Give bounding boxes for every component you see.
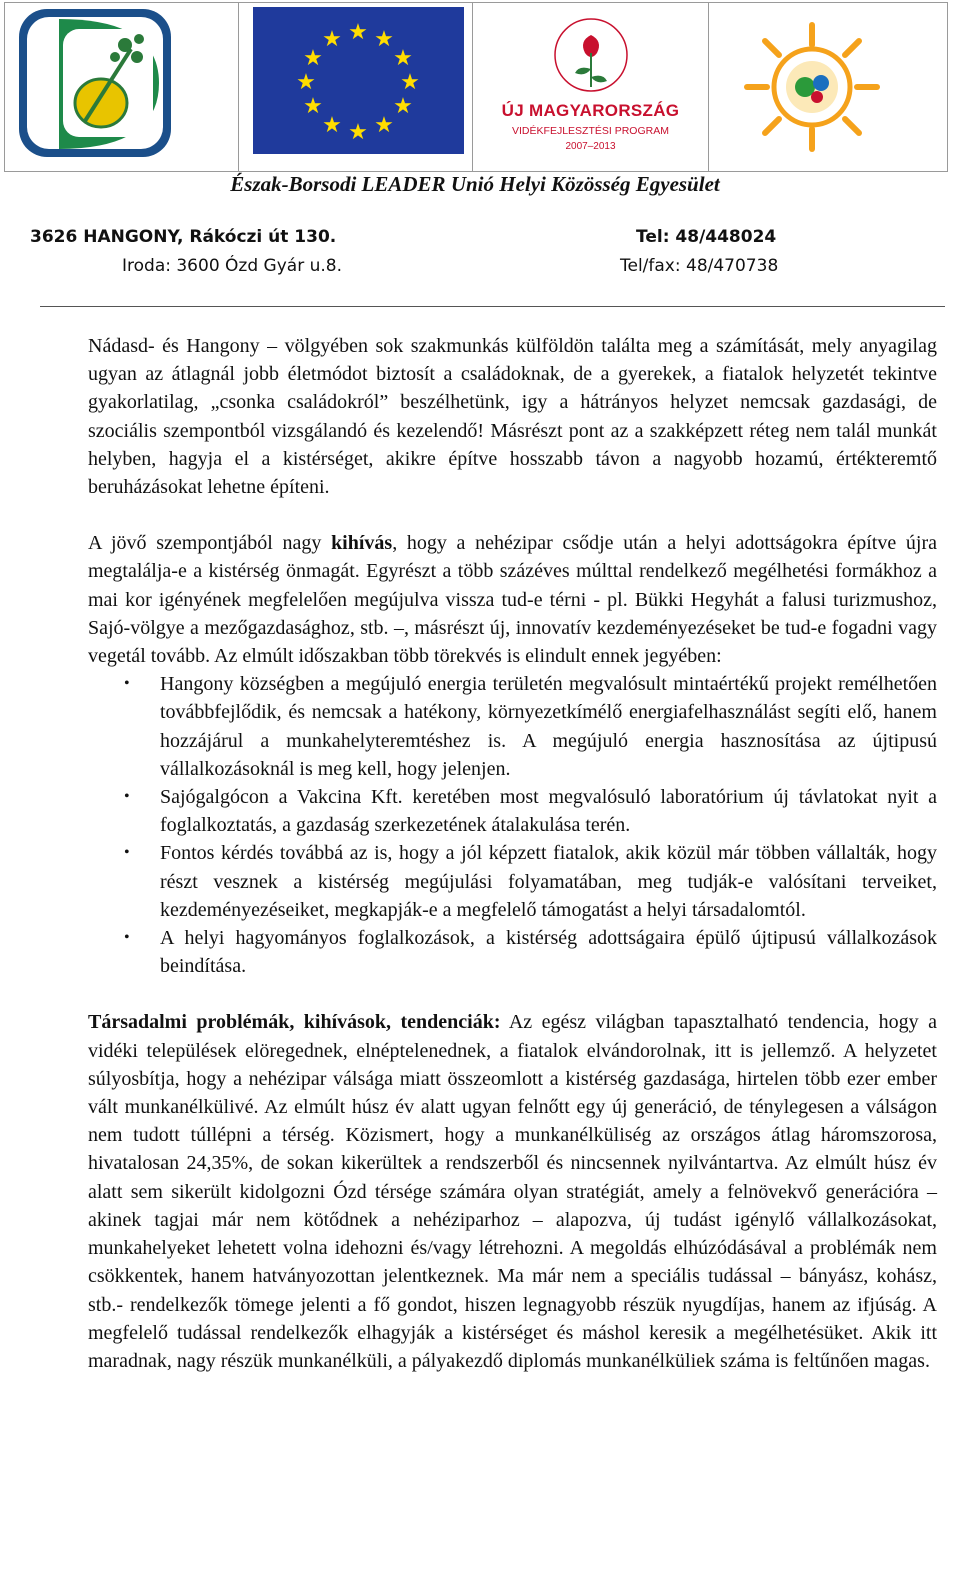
paragraph-2: A jövő szempontjából nagy kihívás, hogy a nehézipar csődje után a helyi adottságokra építve újra megtalálja-e a kistérség önmagát. Egyrészt a több százéves múlttal rendelkező megélhetési formákhoz a mai kor igényének megfelelően megújulva vissza tud-e térni - pl. Bükki Hegyhát a falusi turizmushoz, Sajó-völgye a mezőgazdasághoz, stb. –, másrészt új, innovatív kezdeményezéseket be tud-e fogadni vagy vegetál tovább. Az elmúlt időszakban több törekvés is elindult ennek jegyében: — [88, 532, 937, 668]
list-item: • Hangony községben a megújuló energia területén megvalósult mintaértékű projekt remélhetően továbbfejlődik, és nemcsak a hatékony, környezetkímélő energiafelhasználást segíti elő, hanem hozzájárul a munkahelyteremtéshez is. A megújuló energia hasznosítása az újtipusú vállalkozásoknál is meg kell, hogy jelenjen. — [88, 670, 937, 783]
svg-text:★: ★ — [347, 120, 368, 145]
organization-name: Észak-Borsodi LEADER Unió Helyi Közösség Egyesület — [230, 172, 720, 196]
bold-kihivas: kihívás — [331, 532, 393, 555]
svg-text:★: ★ — [373, 113, 394, 138]
svg-text:★: ★ — [295, 70, 316, 95]
sun-logo-cell — [709, 3, 947, 171]
bullet-icon: • — [124, 675, 130, 693]
uj-magyarorszag-logo-cell — [473, 3, 710, 171]
list-item: • Fontos kérdés továbbá az is, hogy a jól képzett fiatalok, akik közül már többen vállalták, hogy részt vesznek a kistérség megújulási folyamatában, meg tudják-e valósítani terveiket, kezdeményezéseiket, megkapják-e a megfelelő támogatást a helyi társadalomtól. — [88, 839, 937, 924]
document-body — [88, 332, 937, 1375]
leader-logo-cell — [5, 3, 239, 171]
svg-text:★: ★ — [321, 113, 342, 138]
svg-text:★: ★ — [373, 27, 394, 52]
address-line-1: 3626 HANGONY, Rákóczi út 130. — [30, 227, 337, 247]
bullet-icon: • — [124, 929, 130, 947]
svg-text:★: ★ — [392, 94, 413, 119]
leader-logo-icon — [19, 9, 171, 157]
list-item: • Sajógalgócon a Vakcina Kft. keretében most megvalósuló laboratórium új távlatokat nyit a foglalkoztatás, a gazdaság szerkezetének átalakulása terén. — [88, 783, 937, 839]
header-divider — [40, 306, 945, 307]
svg-text:★: ★ — [399, 70, 420, 95]
umvp-title: ÚJ MAGYARORSZÁG — [501, 101, 680, 120]
section-heading: Társadalmi problémák, kihívások, tendenciák: — [88, 1011, 501, 1034]
paragraph-1: Nádasd- és Hangony – völgyében sok szakmunkás külföldön találta meg a számítását, mely anyagilag ugyan az átlagnál jobb életmódot biztosít a családoknak, de a gyerekek, a fiatalok helyzetét tekintve gyakorlatilag, „csonka családokról” beszélhetünk, igy a hátrányos helyzet nemcsak gazdasági, de szociális szempontból vizsgálandó és kezelendő! Másrészt pont az a szakképzett réteg nem talál munkát helyben, hagyja el a kistérséget, akikre építve hosszabb távon a nagyobb hozamú, értékteremtő beruházásokat lehetne építeni. — [88, 335, 937, 499]
svg-text:★: ★ — [302, 46, 323, 71]
umvp-years: 2007–2013 — [565, 141, 616, 152]
svg-text:★: ★ — [392, 46, 413, 71]
umvp-subtitle: VIDÉKFEJLESZTÉSI PROGRAM — [512, 125, 669, 137]
bullet-icon: • — [124, 788, 130, 806]
eu-flag-cell — [239, 3, 473, 171]
logo-header — [4, 2, 948, 172]
eu-flag-icon — [253, 7, 464, 154]
fax-line: Tel/fax: 48/470738 — [620, 256, 779, 276]
bullet-list — [88, 670, 937, 980]
paragraph-3: Társadalmi problémák, kihívások, tendenciák: Az egész világban tapasztalható tendencia, hogy a vidéki települések elöregednek, elnéptelenednek, a fiatalok elvándorolnak, itt is jellemző. A helyzetet súlyosbítja, hogy a nehézipar válsága miatt összeomlott a kistérség gazdasága, hirtelen több ezer ember vált munkanélkülivé. Az elmúlt húsz év alatt ugyan felnőtt egy új generáció, de ténylegesen a válságon nem tudott túllépni a térség. Közismert, hogy a munkanélküliség az országos átlag háromszorosa, hivatalosan 24,35%, de sokan kikerültek a rendszerből és nincsennek nyilvántartva. Az elmúlt húsz év alatt sem sikerült kidolgozni Ózd térsége számára olyan stratégiát, amely a felnövekvő generációra – akinek tagjai már nem kötődnek a nehéziparhoz – alapozva, új tudást igénylő vállalkozásokat, munkahelyeket lehetett volna idehozni és/vagy létrehozni. A megoldás elhúzódásával a problémák nem csökkentek, hanem hatványozottan jelentkeznek. Ma már nem a speciális tudással – bányász, kohász, stb.- rendelkezők tömege jelenti a fő gondot, hiszen legnagyobb részük nyugdíjas, hanem az ifjúság. A megfelelő tudással rendelkezők elhagyják a kistérséget és máshol keresik a megélhetésüket. Akik itt maradnak, nagy részük munkanélküli, a pályakezdő diplomás munkanélküliek száma is feltűnően magas. — [88, 1011, 938, 1372]
svg-text:★: ★ — [302, 94, 323, 119]
sun-logo-icon — [737, 17, 887, 157]
svg-text:LEADER: LEADER — [29, 52, 54, 143]
svg-text:★: ★ — [347, 20, 368, 45]
bullet-icon: • — [124, 844, 130, 862]
svg-text:★: ★ — [321, 27, 342, 52]
list-item: • A helyi hagyományos foglalkozások, a kistérség adottságaira épülő újtipusú vállalkozások beindítása. — [88, 924, 937, 980]
phone-line: Tel: 48/448024 — [636, 227, 777, 247]
address-line-2: Iroda: 3600 Ózd Gyár u.8. — [122, 256, 342, 276]
